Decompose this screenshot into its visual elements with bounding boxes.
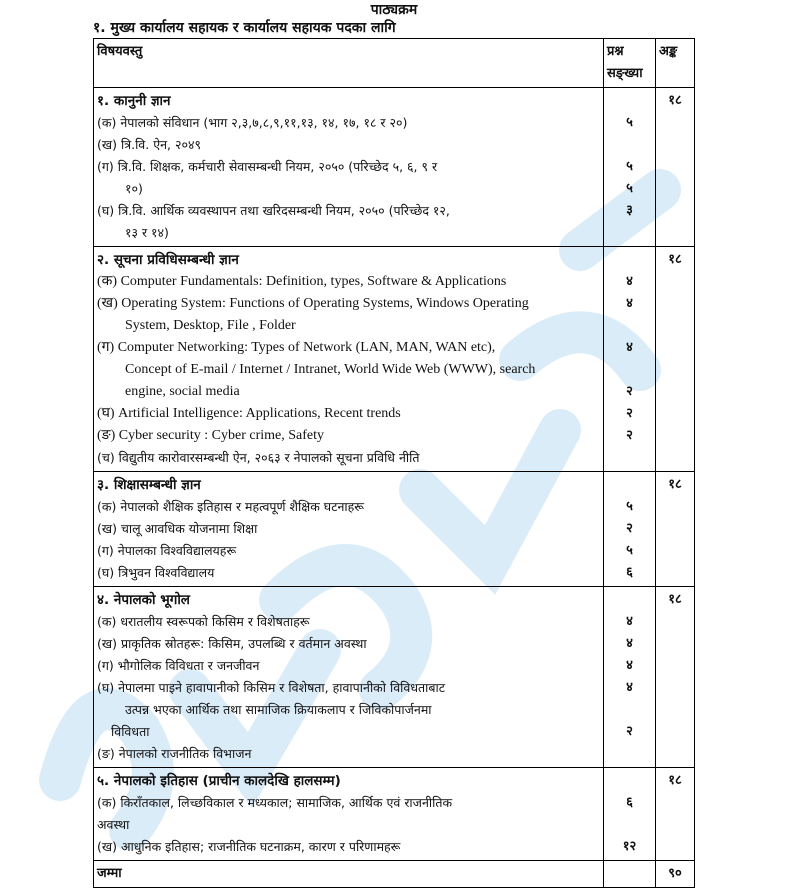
question-count: ४ bbox=[626, 274, 633, 289]
question-count-cell bbox=[604, 587, 656, 768]
question-count-cell bbox=[604, 247, 656, 472]
question-count: ५ bbox=[626, 499, 633, 514]
question-count-cell bbox=[604, 472, 656, 587]
question-count: २ bbox=[626, 521, 633, 536]
table-header-row bbox=[94, 39, 695, 88]
section-row bbox=[94, 247, 695, 472]
section-title: २. सूचना प्रविधिसम्बन्धी ज्ञान bbox=[97, 252, 239, 268]
list-item: (ख) त्रि.वि. ऐन, २०४९ bbox=[97, 137, 201, 152]
section-content bbox=[94, 88, 604, 247]
list-item: उत्पन्न भएका आर्थिक तथा सामाजिक क्रियाकलाप र जिविकोपार्जनमा bbox=[125, 702, 432, 717]
section-row bbox=[94, 587, 695, 768]
total-marks: ९० bbox=[656, 861, 695, 888]
section-row bbox=[94, 768, 695, 861]
list-item: (ख) आधुनिक इतिहास; राजनीतिक घटनाक्रम, कारण र परिणामहरू bbox=[97, 839, 401, 854]
total-row bbox=[94, 861, 695, 888]
section-row bbox=[94, 472, 695, 587]
total-label: जम्मा bbox=[94, 861, 604, 888]
question-count: ४ bbox=[626, 340, 633, 355]
question-count: २ bbox=[626, 406, 633, 421]
question-count: २ bbox=[626, 428, 633, 443]
list-item: (ख) प्राकृतिक स्रोतहरू: किसिम, उपलब्धि र वर्तमान अवस्था bbox=[97, 636, 367, 651]
list-item: engine, social media bbox=[125, 384, 240, 399]
list-item: (क) नेपालको संविधान (भाग २,३,७,८,९,११,१३, १४, १७, १८ र २०) bbox=[97, 115, 408, 130]
list-item: (ग) Computer Networking: Types of Network (LAN, MAN, WAN etc), bbox=[97, 340, 496, 355]
question-count: ३ bbox=[626, 203, 633, 218]
section-content bbox=[94, 472, 604, 587]
section-marks: १८ bbox=[656, 247, 695, 472]
list-item: विविधता bbox=[111, 724, 150, 739]
question-count: २ bbox=[626, 384, 633, 399]
section-marks: १८ bbox=[656, 472, 695, 587]
section-title: ४. नेपालको भूगोल bbox=[97, 592, 190, 608]
section-content bbox=[94, 768, 604, 861]
question-count: ४ bbox=[626, 296, 633, 311]
document-subtitle: १. मुख्य कार्यालय सहायक र कार्यालय सहायक पदका लागि bbox=[93, 20, 396, 36]
question-count: ६ bbox=[626, 795, 633, 810]
list-item: (ग) भौगोलिक विविधता र जनजीवन bbox=[97, 658, 260, 673]
list-item: (घ) त्रि.वि. आर्थिक व्यवस्थापन तथा खरिदसम्बन्धी नियम, २०५० (परिच्छेद १२, bbox=[97, 203, 450, 218]
list-item: अवस्था bbox=[97, 817, 130, 832]
list-item: System, Desktop, File , Folder bbox=[125, 318, 296, 333]
section-title: १. कानुनी ज्ञान bbox=[97, 93, 171, 109]
question-count: ४ bbox=[626, 680, 633, 695]
section-row bbox=[94, 88, 695, 247]
questions-header bbox=[604, 39, 656, 88]
question-count: ४ bbox=[626, 614, 633, 629]
syllabus-table bbox=[93, 38, 695, 888]
question-count-cell bbox=[604, 768, 656, 861]
questions-header-line1: प्रश्न bbox=[607, 44, 624, 59]
question-count: ४ bbox=[626, 658, 633, 673]
list-item: (क) Computer Fundamentals: Definition, types, Software & Applications bbox=[97, 274, 507, 289]
section-marks: १८ bbox=[656, 587, 695, 768]
list-item: (ग) नेपालका विश्वविद्यालयहरू bbox=[97, 543, 237, 558]
list-item: (घ) Artificial Intelligence: Applications, Recent trends bbox=[97, 406, 401, 421]
list-item: (घ) त्रिभुवन विश्वविद्यालय bbox=[97, 565, 215, 580]
list-item: (ख) Operating System: Functions of Operating Systems, Windows Operating bbox=[97, 296, 529, 311]
list-item: (क) नेपालको शैक्षिक इतिहास र महत्वपूर्ण शैक्षिक घटनाहरू bbox=[97, 499, 365, 514]
list-item: (ङ) नेपालको राजनीतिक विभाजन bbox=[97, 746, 252, 761]
question-count: ५ bbox=[626, 181, 633, 196]
question-count: ६ bbox=[626, 565, 633, 580]
question-count: ५ bbox=[626, 115, 633, 130]
list-item: (ग) त्रि.वि. शिक्षक, कर्मचारी सेवासम्बन्धी नियम, २०५० (परिच्छेद ५, ६, ९ र bbox=[97, 159, 438, 174]
list-item: (च) विद्युतीय कारोवारसम्बन्धी ऐन, २०६३ र नेपालको सूचना प्रविधि नीति bbox=[97, 450, 420, 465]
list-item: (क) किराँतकाल, लिच्छविकाल र मध्यकाल; सामाजिक, आर्थिक एवं राजनीतिक bbox=[97, 795, 453, 810]
marks-header: अङ्क bbox=[656, 39, 695, 88]
section-content bbox=[94, 587, 604, 768]
question-count: ५ bbox=[626, 543, 633, 558]
section-marks: १८ bbox=[656, 88, 695, 247]
question-count: १२ bbox=[622, 839, 637, 854]
total-questions bbox=[604, 861, 656, 888]
question-count-cell bbox=[604, 88, 656, 247]
section-marks: १८ bbox=[656, 768, 695, 861]
list-item: (ख) चालू आवधिक योजनामा शिक्षा bbox=[97, 521, 258, 536]
section-content bbox=[94, 247, 604, 472]
list-item: Concept of E-mail / Internet / Intranet, World Wide Web (WWW), search bbox=[125, 362, 536, 377]
list-item: १३ र १४) bbox=[125, 225, 169, 240]
question-count: ५ bbox=[626, 159, 633, 174]
question-count: ४ bbox=[626, 636, 633, 651]
section-title: ३. शिक्षासम्बन्धी ज्ञान bbox=[97, 477, 201, 493]
list-item: (क) धरातलीय स्वरूपको किसिम र विशेषताहरू bbox=[97, 614, 310, 629]
list-item: (घ) नेपालमा पाइने हावापानीको किसिम र विशेषता, हावापानीको विविधताबाट bbox=[97, 680, 446, 695]
subject-header: विषयवस्तु bbox=[94, 39, 604, 88]
list-item: (ङ) Cyber security : Cyber crime, Safety bbox=[97, 428, 325, 443]
question-count: २ bbox=[626, 724, 633, 739]
list-item: १०) bbox=[125, 181, 143, 196]
questions-header-line2: सङ्ख्या bbox=[607, 66, 643, 81]
section-title: ५. नेपालको इतिहास (प्राचीन कालदेखि हालसम्म) bbox=[97, 773, 341, 789]
document-title: पाठ्यक्रम bbox=[370, 2, 418, 18]
